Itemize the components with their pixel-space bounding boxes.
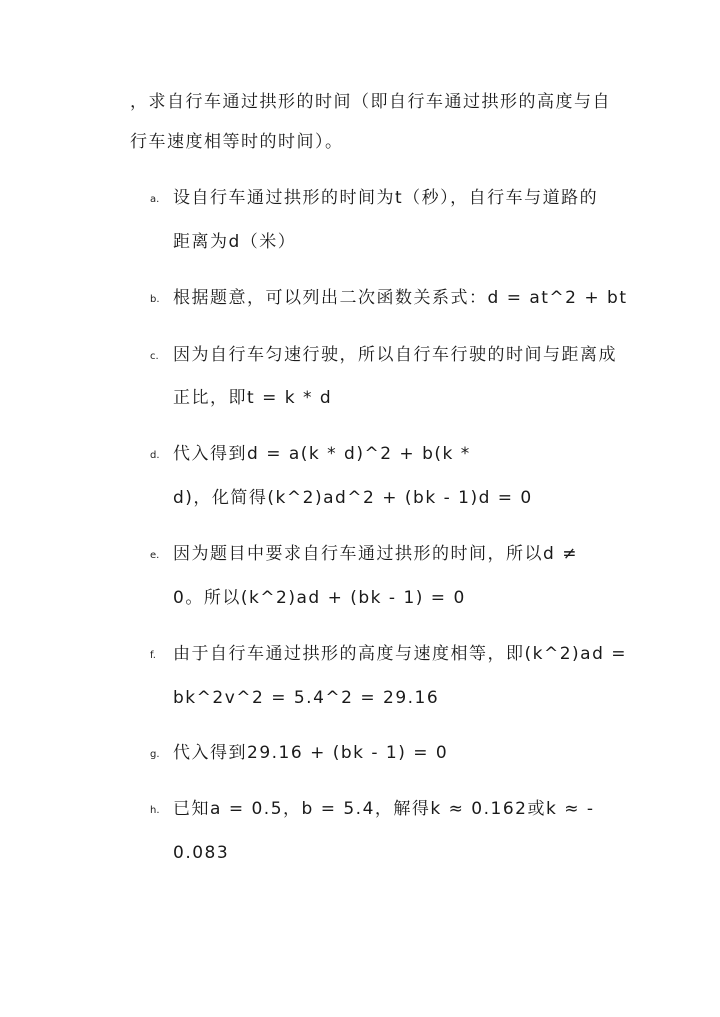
list-marker: f. (150, 650, 156, 661)
step-line: 0。所以(k^2)ad + (bk - 1) = 0 (173, 588, 466, 608)
list-marker: b. (150, 294, 160, 305)
list-marker: d. (150, 450, 160, 461)
step-line: 已知a = 0.5，b = 5.4，解得k ≈ 0.162或k ≈ - (173, 799, 595, 819)
step-line: 因为题目中要求自行车通过拱形的时间，所以d ≠ (173, 544, 578, 564)
list-marker: g. (150, 749, 160, 760)
step-line: 0.083 (173, 843, 230, 863)
intro-line: ，求自行车通过拱形的时间（即自行车通过拱形的高度与自 (130, 92, 611, 112)
intro-line: 行车速度相等时的时间）。 (130, 132, 344, 152)
step-line: 由于自行车通过拱形的高度与速度相等，即(k^2)ad = (173, 644, 628, 664)
list-marker: c. (150, 351, 159, 362)
step-line: 根据题意，可以列出二次函数关系式：d = at^2 + bt (173, 288, 628, 308)
intro-paragraph (130, 82, 630, 162)
step-line: 代入得到29.16 + (bk - 1) = 0 (173, 743, 449, 763)
step-line: bk^2v^2 = 5.4^2 = 29.16 (173, 688, 440, 708)
step-line: 正比，即t = k * d (173, 388, 333, 408)
step-line: 代入得到d = a(k * d)^2 + b(k * (173, 444, 471, 464)
step-line: 设自行车通过拱形的时间为t（秒），自行车与道路的 (173, 188, 599, 208)
list-marker: e. (150, 550, 160, 561)
list-marker: h. (150, 805, 160, 816)
step-line: 因为自行车匀速行驶，所以自行车行驶的时间与距离成 (173, 345, 617, 365)
step-line: d)，化简得(k^2)ad^2 + (bk - 1)d = 0 (173, 488, 533, 508)
step-line: 距离为d（米） (173, 232, 297, 252)
list-marker: a. (150, 194, 160, 205)
